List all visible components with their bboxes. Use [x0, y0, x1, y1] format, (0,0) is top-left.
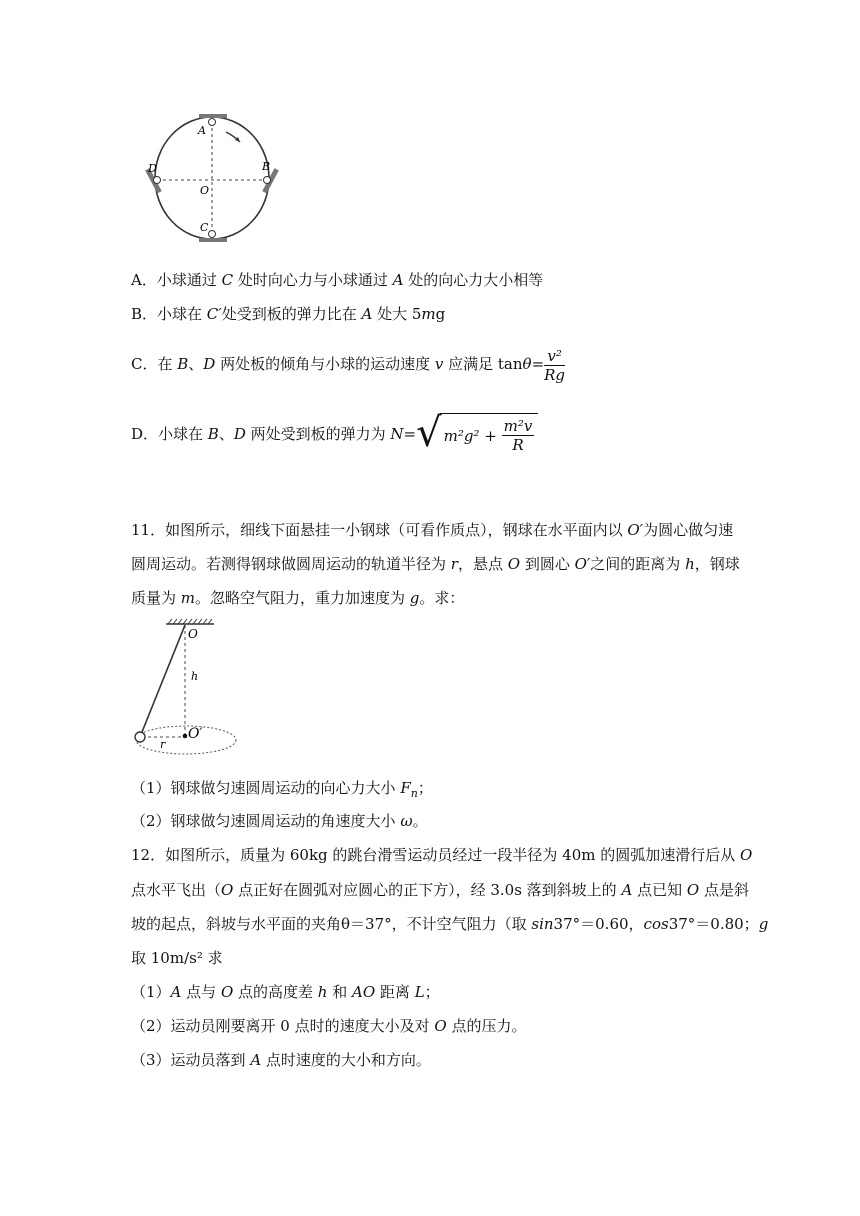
- q12-line-2: 点水平飞出（O 点正好在圆弧对应圆心的正下方），经 3.0s 落到斜坡上的 A 点已知 O 点是斜: [131, 881, 749, 899]
- q10-option-a: A．小球通过 C 处时向心力与小球通过 A 处的向心力大小相等: [131, 271, 544, 289]
- fig1-label-a: A: [198, 124, 206, 137]
- fig2-label-h: h: [191, 670, 199, 683]
- fig1-label-d: D: [148, 162, 157, 175]
- q11-sub-1: （1）钢球做匀速圆周运动的向心力大小 $F_n$；: [131, 779, 433, 800]
- q12-line-3: 坡的起点，斜坡与水平面的夹角θ＝37°，不计空气阻力（取 sin37°＝0.60，cos37°＝0.80；g: [131, 915, 769, 933]
- figure-conical-pendulum: [128, 616, 240, 762]
- q10-option-d: D．小球在 B、D 两处受到板的弹力为 N= √ m²g² + $\frac{\text{m²v}}{R}$: [131, 412, 538, 458]
- q12-sub-2: （2）运动员刚要离开 0 点时的速度大小及对 O 点的压力。: [131, 1017, 527, 1035]
- fig1-label-c: C: [200, 221, 209, 234]
- fig1-label-o: O: [200, 184, 210, 197]
- fraction-v2-over-rg: $\frac{\text{v²}}{Rg}$: [544, 346, 566, 384]
- fig2-label-o-prime: O′: [188, 726, 203, 742]
- q11-line-3: 质量为 m。忽略空气阻力，重力加速度为 g。求：: [131, 589, 465, 607]
- fig2-label-r: r: [160, 738, 166, 751]
- q11-line-1: 11．如图所示，细线下面悬挂一小钢球（可看作质点），钢球在水平面内以 O′为圆心做匀速: [131, 521, 734, 539]
- q12-sub-3: （3）运动员落到 A 点时速度的大小和方向。: [131, 1051, 431, 1069]
- sqrt-expression: √ m²g² + $\frac{\text{m²v}}{R}$: [416, 413, 538, 458]
- q12-line-1: 12．如图所示，质量为 60kg 的跳台滑雪运动员经过一段半径为 40m 的圆弧加速滑行后从 O: [131, 846, 753, 864]
- q11-sub-2: （2）钢球做匀速圆周运动的角速度大小 ω。: [131, 812, 428, 830]
- q12-line-4: 取 10m/s² 求: [131, 949, 223, 967]
- q12-sub-1: （1）A 点与 O 点的高度差 h 和 AO 距离 L；: [131, 983, 440, 1001]
- q10-option-c: C．在 B、D 两处板的倾角与小球的运动速度 v 应满足 tanθ= $\frac{\text{v²}}{Rg}$: [131, 346, 566, 384]
- q10-option-b: B．小球在 C′处受到板的弹力比在 A 处大 5mg: [131, 305, 446, 323]
- figure-vertical-circle: [140, 110, 288, 248]
- fig1-label-b: B: [262, 160, 271, 173]
- fig2-label-o: O: [188, 627, 198, 641]
- q11-line-2: 圆周运动。若测得钢球做圆周运动的轨道半径为 r，悬点 O 到圆心 O′之间的距离为 h，钢球: [131, 555, 740, 573]
